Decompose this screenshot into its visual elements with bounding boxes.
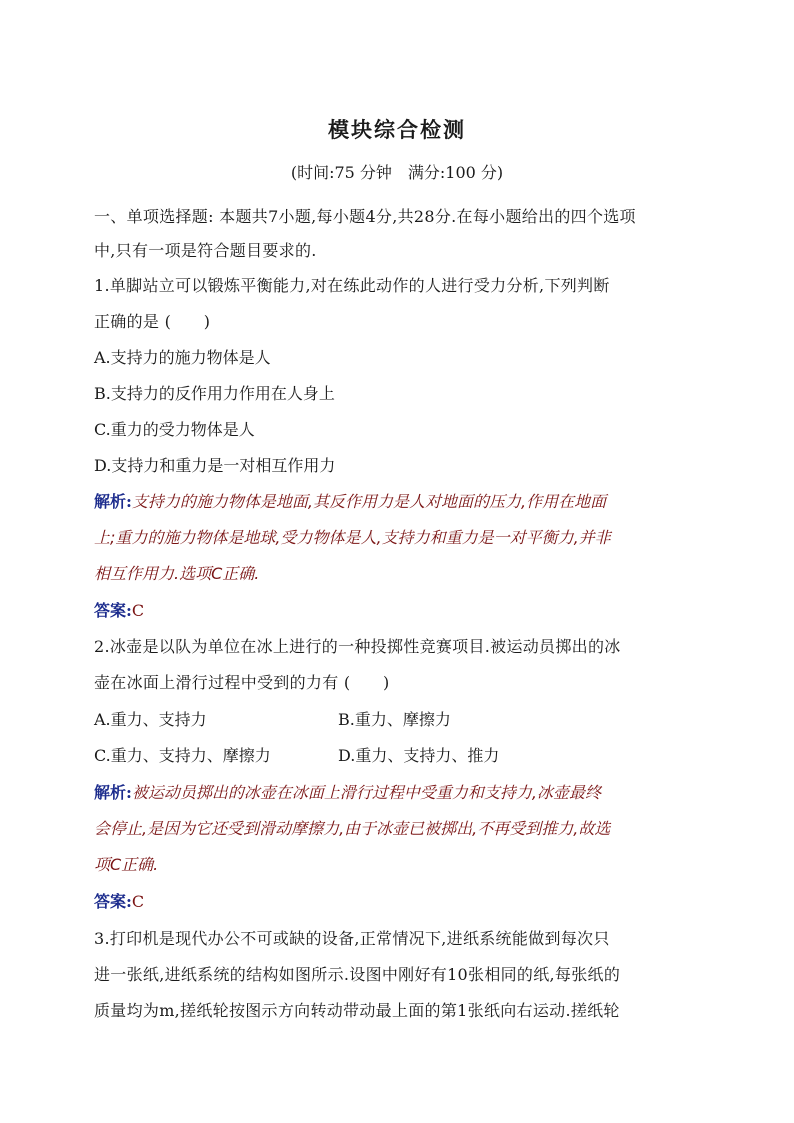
q1-answer-value: C [131,601,145,620]
q1-answer [94,598,144,621]
q2-option-b: B.重力、摩擦力 [338,710,451,729]
q2-option-a: A.重力、支持力 [94,710,207,729]
q3-stem-line-3: 质量均为m,搓纸轮按图示方向转动带动最上面的第1张纸向右运动.搓纸轮 [94,1001,620,1020]
q2-answer-label: 答案: [94,892,132,911]
q1-option-a: A.支持力的施力物体是人 [94,348,271,367]
q3-stem-line-2: 进一张纸,进纸系统的结构如图所示.设图中刚好有10张相同的纸,每张纸的 [94,965,621,984]
page-title: 模块综合检测 [328,117,466,142]
section-instruction-line-1: 一、单项选择题: 本题共7小题,每小题4分,共28分.在每小题给出的四个选项 [94,207,636,226]
q2-analysis-line-1 [94,780,704,803]
q1-analysis-text-1: 支持力的施力物体是地面,其反作用力是人对地面的压力,作用在地面 [131,492,607,511]
q2-stem-line-2: 壶在冰面上滑行过程中受到的力有 ( ) [94,673,390,692]
q1-analysis-label: 解析: [94,492,132,511]
q2-stem-line-1: 2.冰壶是以队为单位在冰上进行的一种投掷性竞赛项目.被运动员掷出的冰 [94,637,621,656]
q3-stem-line-1: 3.打印机是现代办公不可或缺的设备,正常情况下,进纸系统能做到每次只 [94,929,610,948]
q1-option-d: D.支持力和重力是一对相互作用力 [94,456,336,475]
q2-answer [94,889,144,912]
q1-analysis-line-2: 上;重力的施力物体是地球,受力物体是人,支持力和重力是一对平衡力,并非 [94,528,611,547]
q1-analysis-line-3: 相互作用力.选项C正确. [94,564,260,583]
q1-option-b: B.支持力的反作用力作用在人身上 [94,384,335,403]
q1-stem-line-2: 正确的是 ( ) [94,312,211,331]
q2-analysis-line-3: 项C正确. [94,855,159,874]
q1-option-c: C.重力的受力物体是人 [94,420,255,439]
q1-analysis-line-1 [94,489,704,512]
q2-option-c: C.重力、支持力、摩擦力 [94,746,271,765]
section-instruction-line-2: 中,只有一项是符合题目要求的. [94,241,317,260]
exam-time-score: (时间:75 分钟 满分:100 分) [290,163,504,182]
q2-option-d: D.重力、支持力、推力 [338,746,500,765]
q2-analysis-text-1: 被运动员掷出的冰壶在冰面上滑行过程中受重力和支持力,冰壶最终 [131,783,602,802]
q2-answer-value: C [131,892,145,911]
q2-analysis-line-2: 会停止,是因为它还受到滑动摩擦力,由于冰壶已被掷出,不再受到推力,故选 [94,819,611,838]
q1-stem-line-1: 1.单脚站立可以锻炼平衡能力,对在练此动作的人进行受力分析,下列判断 [94,276,610,295]
q2-analysis-label: 解析: [94,783,132,802]
q1-answer-label: 答案: [94,601,132,620]
